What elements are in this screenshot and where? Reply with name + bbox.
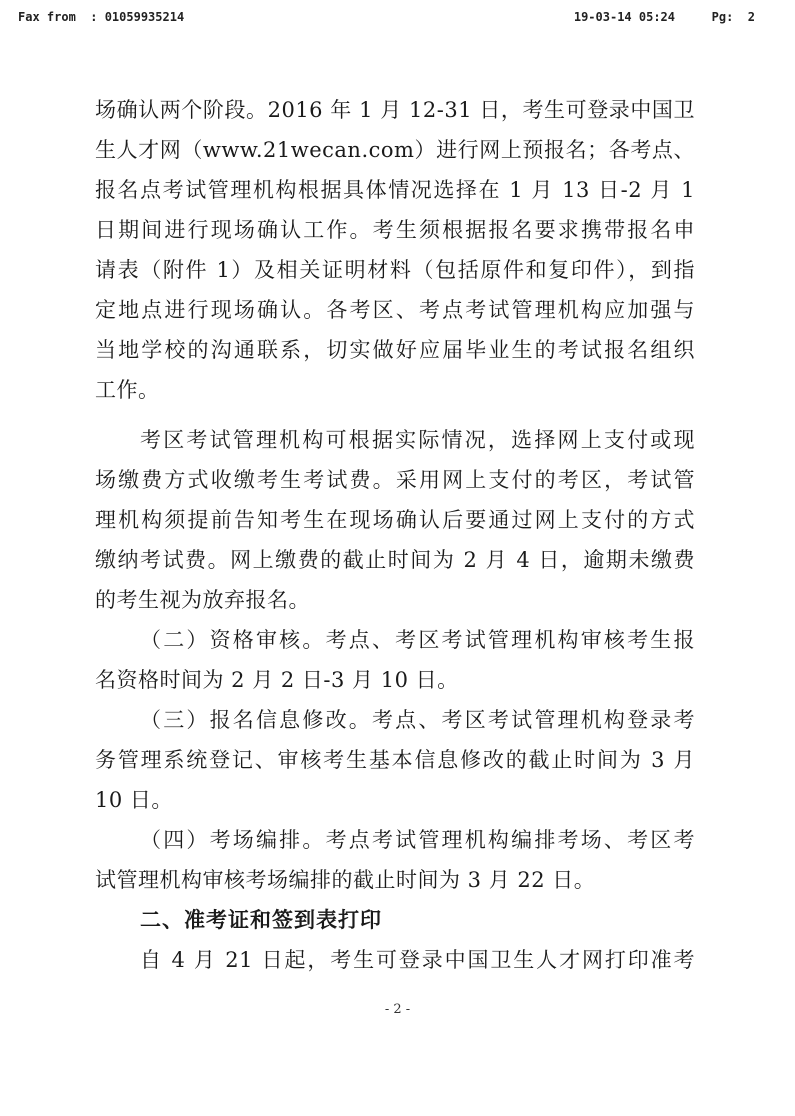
text-line: 生人才网（www.21wecan.com）进行网上预报名；各考点、: [95, 138, 695, 162]
text-line: 缴纳考试费。网上缴费的截止时间为 2 月 4 日，逾期未缴费: [95, 548, 695, 572]
text-line: 10 日。: [95, 788, 173, 812]
text-line: 当地学校的沟通联系，切实做好应届毕业生的考试报名组织: [95, 338, 695, 362]
text-line: 定地点进行现场确认。各考区、考点考试管理机构应加强与: [95, 298, 695, 322]
text-line: （四）考场编排。考点考试管理机构编排考场、考区考: [140, 828, 695, 852]
text-line: 名资格时间为 2 月 2 日-3 月 10 日。: [95, 668, 459, 692]
fax-timestamp: 19-03-14 05:24: [573, 10, 675, 24]
text-line: （二）资格审核。考点、考区考试管理机构审核考生报: [140, 628, 695, 652]
fax-sender: Fax from : 01059935214: [18, 10, 185, 24]
text-line: 场缴费方式收缴考生考试费。采用网上支付的考区，考试管: [95, 468, 695, 492]
text-line: 试管理机构审核考场编排的截止时间为 3 月 22 日。: [95, 868, 596, 892]
fax-header: [0, 10, 795, 30]
text-line: 务管理系统登记、审核考生基本信息修改的截止时间为 3 月: [95, 748, 695, 772]
text-line: 考区考试管理机构可根据实际情况，选择网上支付或现: [140, 428, 695, 452]
text-line: 工作。: [95, 378, 160, 402]
text-line: 自 4 月 21 日起，考生可登录中国卫生人才网打印准考: [140, 948, 695, 972]
page-number: - 2 -: [384, 1002, 411, 1017]
text-line: 的考生视为放弃报名。: [95, 588, 310, 612]
text-line: （三）报名信息修改。考点、考区考试管理机构登录考: [140, 708, 695, 732]
text-line: 场确认两个阶段。2016 年 1 月 12-31 日，考生可登录中国卫: [95, 98, 695, 122]
section-heading: 二、准考证和签到表打印: [140, 908, 382, 932]
text-line: 日期间进行现场确认工作。考生须根据报名要求携带报名申: [95, 218, 695, 242]
text-line: 请表（附件 1）及相关证明材料（包括原件和复印件），到指: [95, 258, 695, 282]
fax-page-label: Pg: 2: [711, 10, 755, 24]
text-line: 理机构须提前告知考生在现场确认后要通过网上支付的方式: [95, 508, 695, 532]
text-line: 报名点考试管理机构根据具体情况选择在 1 月 13 日-2 月 1: [95, 178, 695, 202]
